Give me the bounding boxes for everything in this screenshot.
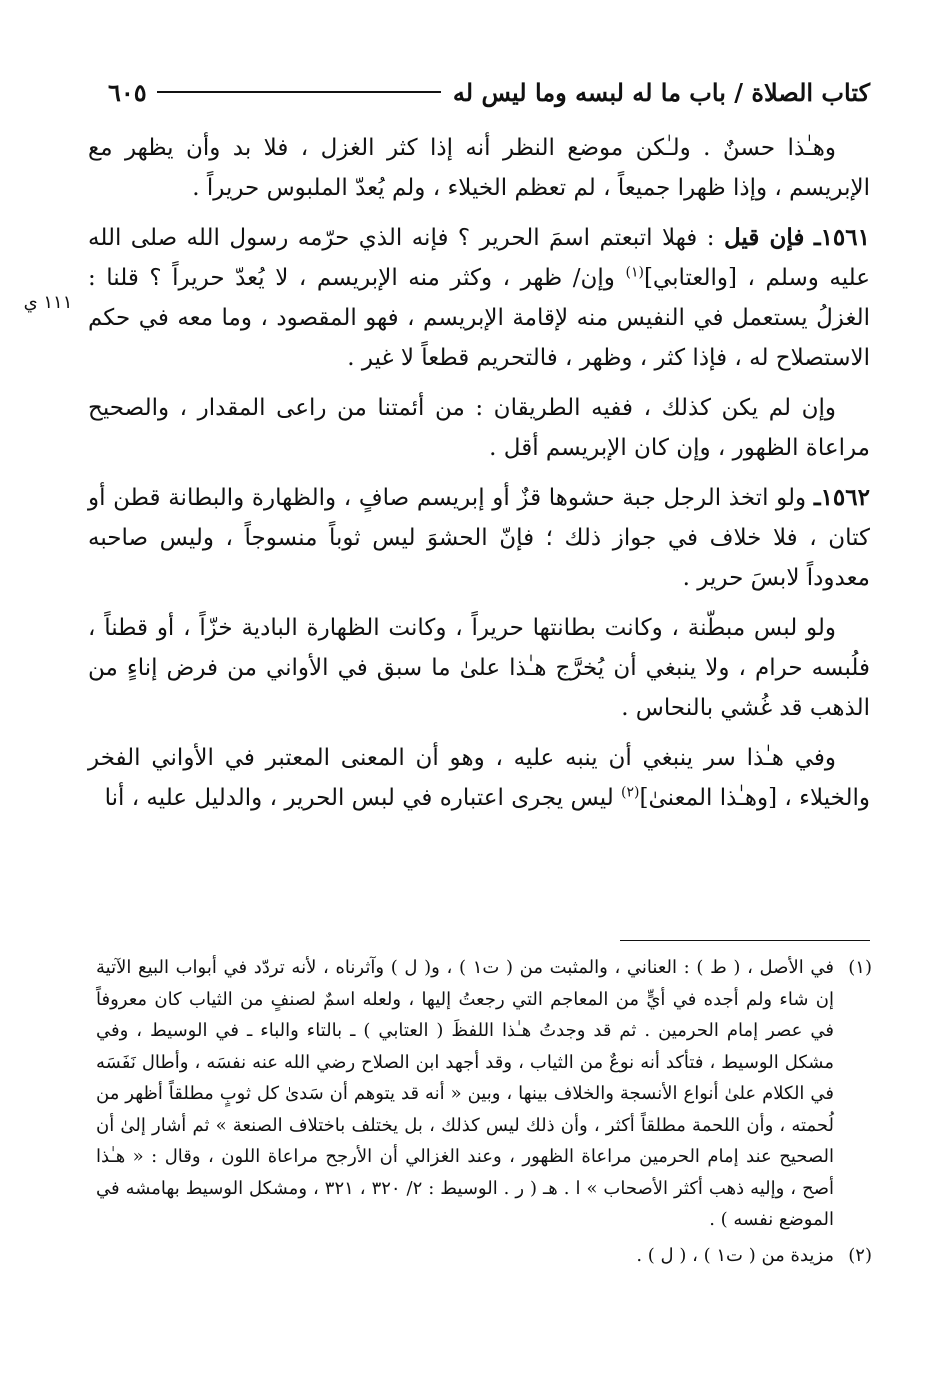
footnote-ref: (١) xyxy=(625,264,644,281)
paragraph-number: ١٥٦٢ـ xyxy=(813,484,870,511)
paragraph-text: وفي هـٰذا سر ينبغي أن ينبه عليه ، وهو أن المعنى المعتبر في الأواني الفخر والخيلاء ، [وهـٰذا المعنىٰ] xyxy=(88,745,870,811)
footnote-text: في الأصل ، ( ط ) : العناني ، والمثبت من ( ت١ ) ، و( ل ) وآثرناه ، لأنه تردّد في أبواب البيع الآتية إن شاء ولم أجده في أيٍّ من المعاجم التي رجعتُ إليها ، ولعله اسمٌ لصنفٍ من الثياب كان معروفاً في عصر إمام الحرمين . ثم قد وجدتُ هـٰذا اللفظَ ( العتابي ) ـ بالتاء والباء ـ في الوسيط ، وفي مشكل الوسيط ، فتأكد أنه نوعٌ من الثياب ، وقد أجهد ابن الصلاح رضي الله عنه نفسَه ، وأطال نَفَسَه في الكلام علىٰ أنواع الأنسجة والخلاف بينها ، وبين « أنه قد يتوهم أن سَدىٰ كل ثوبٍ مطلقاً أظهر من لُحمته ، وأن اللحمة مطلقاً أكثر ، وأن ذلك ليس كذلك ، بل يختلف باختلاف الصنعة » ثم أشار إلىٰ أن الصحيح عند إمام الحرمين مراعاة الظهور ، وعند الغزالي أن الأرجح مراعاة اللون ، وقال : « هـٰذا أصح ، وإليه ذهب أكثر الأصحاب » ا . هـ ( ر . الوسيط : ٢/ ٣٢٠ ، ٣٢١ ، ومشكل الوسيط بهامشه في الموضع نفسه ) . xyxy=(96,957,835,1230)
paragraph-text-cont: وإن/ ظهر ، وكثر منه الإبريسم ، لا يُعدّ حريراً ؟ قلنا : الغزلُ يستعمل في النفيس منه لإقامة الإبريسم ، فهو المقصود ، وما معه في حكم الاستصلاح له ، فإذا كثر ، وظهر ، فالتحريم قطعاً لا غير . xyxy=(88,265,870,371)
paragraph xyxy=(88,478,870,598)
footnotes xyxy=(96,952,872,1275)
chapter-title: كتاب الصلاة / باب ما له لبسه وما ليس له xyxy=(452,77,870,107)
footnote xyxy=(96,952,872,1236)
paragraph-number: ١٥٦١ـ xyxy=(813,224,870,251)
footnote-number: (١) xyxy=(848,957,872,978)
footnote-rule xyxy=(620,940,870,941)
paragraph xyxy=(88,608,870,728)
footnote-text: مزيدة من ( ت١ ) ، ( ل ) . xyxy=(636,1244,834,1266)
paragraph-text-cont: ليس يجرى اعتباره في لبس الحرير ، والدليل عليه ، أنا xyxy=(104,785,622,811)
paragraph xyxy=(88,218,870,378)
paragraph-text: وإن لم يكن كذلك ، ففيه الطريقان : من أئمتنا من راعى المقدار ، والصحيح مراعاة الظهور ، وإن كان الإبريسم أقل . xyxy=(88,395,870,461)
page-number: ٦٠٥ xyxy=(108,77,147,107)
paragraph-text: ولو اتخذ الرجل جبة حشوها قزٌ أو إبريسم صافٍ ، والظهارة والبطانة قطن أو كتان ، فلا خلاف في جواز ذلك ؛ فإنّ الحشوَ ليس ثوباً منسوجاً ، وليس صاحبه معدوداً لابسَ حرير . xyxy=(88,485,870,591)
running-header xyxy=(100,72,870,112)
paragraph-lead: فإن قيل xyxy=(723,224,805,251)
margin-folio-note: ١١١ ي xyxy=(23,292,73,313)
paragraph-text: ولو لبس مبطّنة ، وكانت بطانتها حريراً ، وكانت الظهارة البادية خزّاً ، أو قطناً ، فلُبسه حرام ، ولا ينبغي أن يُخرَّج هـٰذا علىٰ ما سبق في الأواني من فرض إناءٍ من الذهب قد غُشي بالنحاس . xyxy=(88,615,870,721)
header-rule xyxy=(157,91,441,93)
paragraph xyxy=(88,738,870,818)
paragraph-text: : فهلا اتبعتم اسمَ الحرير ؟ فإنه الذي حرّمه رسول الله صلى الله عليه وسلم ، [والعتابي] xyxy=(88,225,870,291)
footnote-number: (٢) xyxy=(848,1244,872,1266)
footnote xyxy=(96,1240,872,1272)
paragraph xyxy=(88,128,870,208)
paragraph-text: وهـٰذا حسنٌ . ولـٰكن موضع النظر أنه إذا كثر الغزل ، فلا بد وأن يظهر مع الإبريسم ، وإذا ظهرا جميعاً ، لم تعظم الخيلاء ، ولم يُعدّ الملبوس حريراً . xyxy=(88,135,870,201)
main-text xyxy=(88,128,870,828)
paragraph xyxy=(88,388,870,468)
footnote-ref: (٢) xyxy=(621,784,640,801)
